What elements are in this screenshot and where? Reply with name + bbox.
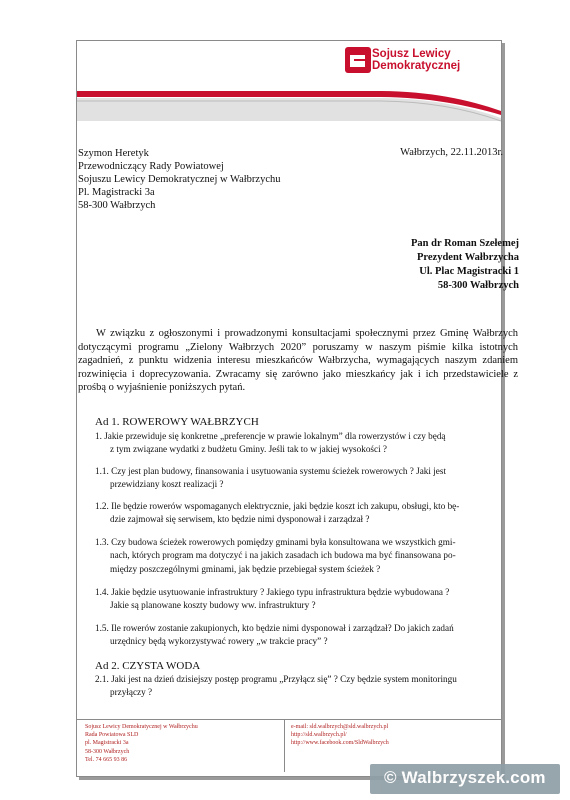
item-number: 1.4. (95, 587, 109, 597)
footer-council: Rada Powiatowa SLD (85, 732, 139, 739)
list-item (95, 622, 523, 649)
item-number: 1. (95, 431, 102, 441)
item-number: 1.5. (95, 623, 109, 633)
item-line: Jakie będzie usytuowanie infrastruktury ? Jakiego typu infrastruktura będzie wybudowana ? (111, 587, 450, 597)
item-number: 1.1. (95, 466, 109, 476)
recipient-title: Prezydent Wałbrzycha (417, 252, 519, 263)
footer-street: pl. Magistracki 3a (85, 740, 129, 747)
list-item (95, 536, 523, 576)
item-line: Jaki jest na dzień dzisiejszy postęp programu „Przyłącz się” ? Czy będzie system monitoringu (111, 674, 457, 684)
item-line: Jakie są planowane koszty budowy ww. infrastruktury ? (110, 600, 316, 611)
sender-org: Sojuszu Lewicy Demokratycznej w Wałbrzychu (78, 174, 281, 185)
item-number: 2.1. (95, 674, 109, 684)
section2-title: Ad 2. CZYSTA WODA (95, 660, 201, 672)
recipient-street: Ul. Plac Magistracki 1 (419, 266, 519, 277)
footer-column-divider (284, 720, 285, 772)
footer-left (85, 723, 198, 764)
footer-org: Sojusz Lewicy Demokratycznej w Wałbrzychu (85, 724, 198, 730)
recipient-block (411, 237, 519, 293)
footer-website: http://sld.walbrzych.pl/ (291, 732, 347, 739)
recipient-name: Pan dr Roman Szełemej (411, 238, 519, 249)
intro-paragraph: W związku z ogłoszonymi i prowadzonymi konsultacjami społecznymi przez Gminę Wałbrzych dotyczącymi programu „Zielony Wałbrzych 2020” poruszamy w naszym piśmie kilka istotnych zagadnień, z punktu widzenia interesu mieszkańców Wałbrzycha, wymagających naszym zdaniem rozwinięcia i doprecyzowania. Zwracamy się zarówno jako mieszkańcy jak i ich przedstawiciele z prośbą o wyjaśnienie poniższych pytań. (78, 328, 518, 394)
list-item (95, 673, 523, 700)
sender-city: 58-300 Wałbrzych (78, 200, 156, 211)
footer-phone: Tel. 74 665 93 86 (85, 756, 128, 763)
sender-block (78, 147, 280, 212)
item-line: przyłączy ? (110, 687, 153, 698)
logo-line1: Sojusz Lewicy (372, 48, 451, 60)
list-item (95, 500, 523, 527)
footer-facebook: http://www.facebook.com/SldWalbrzych (291, 740, 389, 747)
sld-logo-icon (345, 47, 371, 73)
item-line: między poszczególnymi gminami, jak będzie przebiegał system ścieżek ? (110, 563, 381, 574)
watermark-text: © Walbrzyszek.com (384, 768, 546, 787)
item-line: przewidziany koszt realizacji ? (110, 479, 224, 490)
item-line: Ile będzie rowerów wspomaganych elektrycznie, jaki będzie koszt ich zakupu, obsługi, kto bę- (111, 501, 460, 511)
footer-email: e-mail: sld.walbrzych@sld.walbrzych.pl (291, 724, 389, 730)
item-line: dzie zajmował się serwisem, kto będzie nimi dysponował i zarządzał ? (110, 514, 370, 525)
item-line: urzędnicy będą wykorzystywać rowery „w trakcie pracy” ? (110, 636, 328, 647)
recipient-city: 58-300 Wałbrzych (437, 280, 519, 291)
sender-name: Szymon Heretyk (78, 148, 149, 159)
list-item (95, 430, 523, 457)
item-number: 1.3. (95, 537, 109, 547)
item-line: z tym związane wydatki z budżetu Gminy. Jeśli tak to w jakiej wysokości ? (110, 444, 387, 455)
section1-title: Ad 1. ROWEROWY WAŁBRZYCH (95, 416, 259, 428)
letter-page (76, 40, 519, 777)
sender-title: Przewodniczący Rady Powiatowej (78, 161, 224, 172)
sender-street: Pl. Magistracki 3a (78, 187, 155, 198)
footer-divider-line (77, 719, 501, 720)
footer-city: 58-300 Wałbrzych (85, 748, 130, 755)
item-line: Czy budowa ścieżek rowerowych pomiędzy gminami była konsultowana we wszystkich gmi- (111, 537, 456, 547)
list-item (95, 465, 523, 492)
logo-text (372, 48, 460, 72)
item-line: Jakie przewiduje się konkretne „preferencje w prawie lokalnym” dla rowerzystów i czy będą (104, 431, 446, 441)
list-item (95, 586, 523, 613)
letter-date: Wałbrzych, 22.11.2013r. (400, 147, 503, 158)
item-line: Czy jest plan budowy, finansowania i usytuowania systemu ścieżek rowerowych ? Jaki jest (111, 466, 446, 476)
item-line: nach, których program ma dotyczyć i na jakich zasadach ich budowa ma być finansowana po- (110, 550, 456, 561)
footer-right (291, 723, 389, 748)
logo-line2: Demokratycznej (372, 60, 461, 72)
watermark (370, 764, 560, 794)
item-number: 1.2. (95, 501, 109, 511)
item-line: Ile rowerów zostanie zakupionych, kto będzie nimi dysponował i zarządzał? Do jakich zadań (111, 623, 454, 633)
